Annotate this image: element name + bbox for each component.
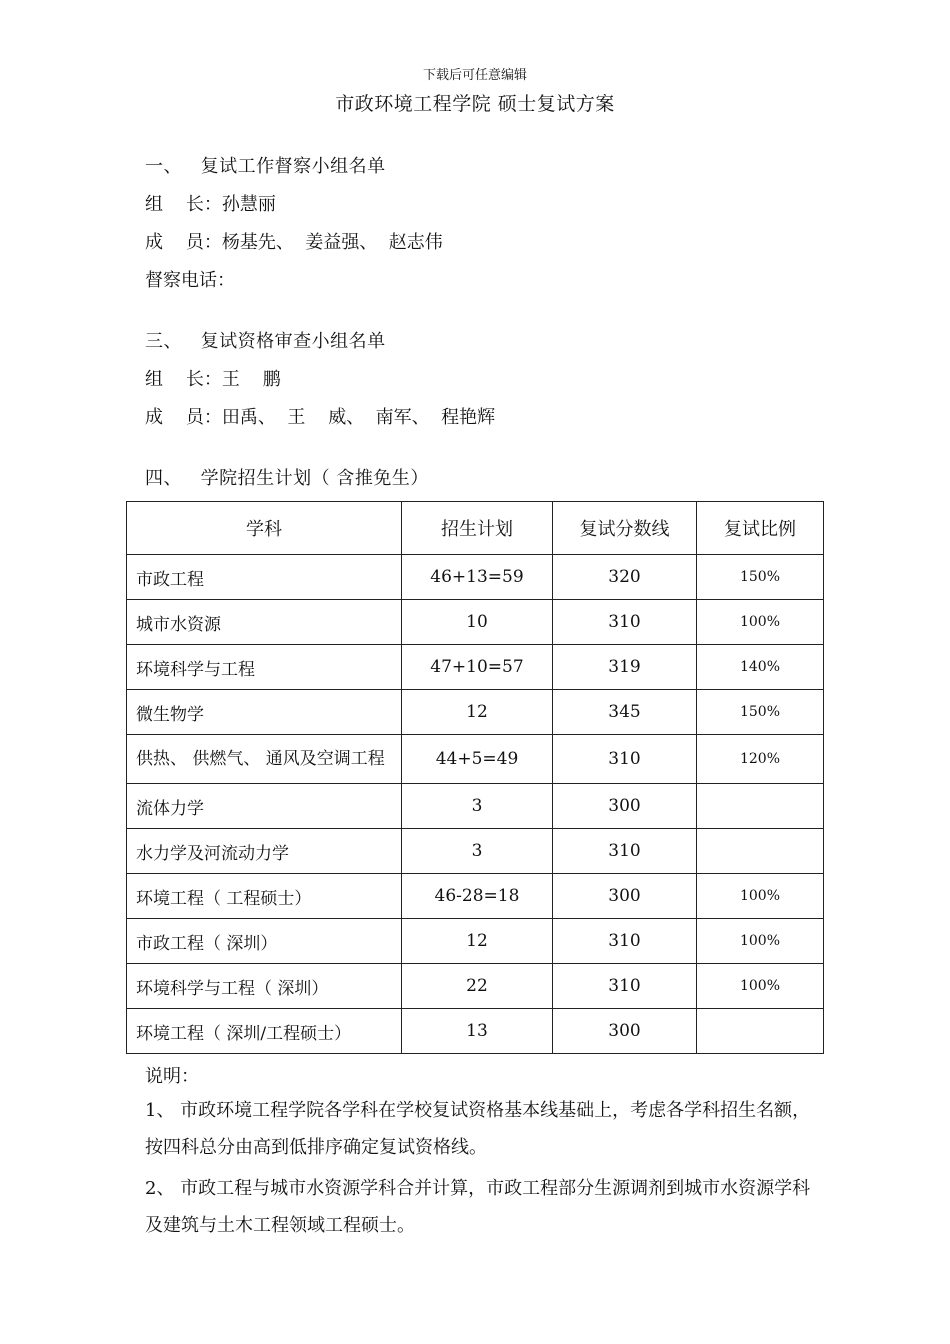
table-row [127,690,824,735]
cell-plan: 46+13=59 [402,555,553,600]
header-ratio: 复试比例 [697,502,824,555]
cell-plan: 10 [402,600,553,645]
cell-score-line: 300 [553,1009,697,1054]
cell-subject: 环境科学与工程 [127,645,402,690]
table-header-row [127,502,824,555]
cell-score-line: 300 [553,784,697,829]
cell-ratio: 150% [697,690,824,735]
cell-ratio: 100% [697,874,824,919]
cell-plan: 22 [402,964,553,1009]
cell-score-line: 310 [553,735,697,784]
cell-subject: 微生物学 [127,690,402,735]
table-row [127,919,824,964]
cell-score-line: 345 [553,690,697,735]
table-row [127,645,824,690]
cell-plan: 46-28=18 [402,874,553,919]
header-subject: 学科 [127,502,402,555]
enrollment-plan-table [126,501,824,1054]
cell-subject: 供热、 供燃气、 通风及空调工程 [127,735,402,784]
cell-plan: 44+5=49 [402,735,553,784]
cell-score-line: 310 [553,964,697,1009]
cell-ratio: 100% [697,600,824,645]
table-row [127,829,824,874]
cell-ratio [697,829,824,874]
cell-subject: 环境工程（ 深圳/工程硕士） [127,1009,402,1054]
header-plan: 招生计划 [402,502,553,555]
cell-ratio: 100% [697,964,824,1009]
cell-subject: 水力学及河流动力学 [127,829,402,874]
cell-score-line: 310 [553,919,697,964]
cell-subject: 市政工程 [127,555,402,600]
cell-ratio: 120% [697,735,824,784]
header-score-line: 复试分数线 [553,502,697,555]
cell-score-line: 319 [553,645,697,690]
note-item-2: 2、 市政工程与城市水资源学科合并计算，市政工程部分生源调剂到城市水资源学科及建筑与土木工程领域工程硕士。 [145,1178,811,1236]
section3-leader: 组 长：王 鹏 [145,369,281,390]
cell-plan: 3 [402,784,553,829]
cell-subject: 城市水资源 [127,600,402,645]
cell-ratio [697,1009,824,1054]
notes-label: 说明： [145,1066,199,1087]
cell-ratio [697,784,824,829]
section1-phone: 督察电话： [145,270,235,291]
cell-ratio: 140% [697,645,824,690]
cell-plan: 3 [402,829,553,874]
cell-subject: 环境工程（ 工程硕士） [127,874,402,919]
page-title: 市政环境工程学院 硕士复试方案 [335,93,615,115]
cell-plan: 12 [402,919,553,964]
section3-members: 成 员：田禹、 王 威、 南军、 程艳辉 [145,407,496,428]
cell-subject: 环境科学与工程（ 深圳） [127,964,402,1009]
table-row [127,1009,824,1054]
cell-subject: 市政工程（ 深圳） [127,919,402,964]
header-note: 下载后可任意编辑 [422,68,527,83]
table-row [127,964,824,1009]
cell-score-line: 310 [553,600,697,645]
section1-heading: 一、 复试工作督察小组名单 [145,156,386,177]
cell-ratio: 150% [697,555,824,600]
section4-heading: 四、 学院招生计划（ 含推免生） [145,468,429,489]
cell-subject: 流体力学 [127,784,402,829]
section3-heading: 三、 复试资格审查小组名单 [145,331,386,352]
cell-score-line: 310 [553,829,697,874]
table-row [127,735,824,784]
cell-plan: 47+10=57 [402,645,553,690]
table-row [127,874,824,919]
cell-plan: 12 [402,690,553,735]
section1-leader: 组 长：孙慧丽 [145,194,276,215]
section1-members: 成 员：杨基先、 姜益强、 赵志伟 [145,232,443,253]
cell-plan: 13 [402,1009,553,1054]
cell-score-line: 300 [553,874,697,919]
cell-ratio: 100% [697,919,824,964]
table-row [127,555,824,600]
table-row [127,784,824,829]
table-row [127,600,824,645]
note-item-1: 1、 市政环境工程学院各学科在学校复试资格基本线基础上，考虑各学科招生名额，按四科总分由高到低排序确定复试资格线。 [145,1100,811,1158]
cell-score-line: 320 [553,555,697,600]
